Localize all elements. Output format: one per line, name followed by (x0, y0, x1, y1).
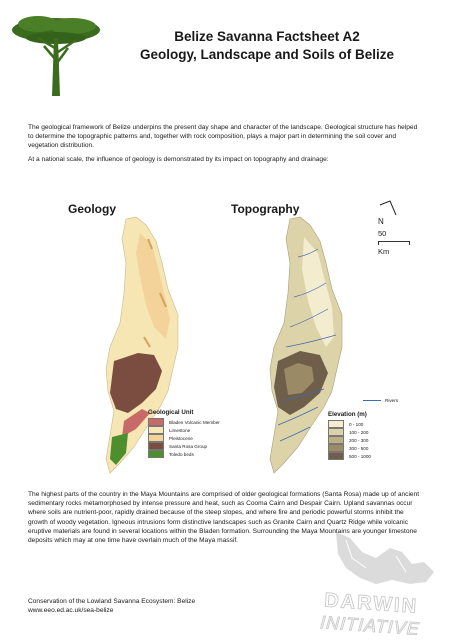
legend-swatch (328, 436, 344, 444)
body-paragraph: The highest parts of the country in the Maya Mountains are comprised of older geological formations (Santa Rosa) made up of ancient sedimentary rocks metamorphosed by intense pressure and heat, such as Cooma Cairn and Despair Cairn. Upland savannas occur where soils are nutrient-poor, rapidly drained because of the steep slopes, and where fire and periodic powerful storms inhibit the growth of woody vegetation. Igneous intrusions form distinctive landscapes such as Granite Cairn and Quartz Ridge while volcanic eruptive materials are found in several locations within the Bladen formation. Surrounding the Maya Mountains are younger limestone deposits which may at one time have overlain much of the Maya massif. (28, 491, 420, 545)
legend-item (328, 428, 371, 436)
legend-label: Bladen Volcanic Member (169, 419, 220, 425)
legend-item (328, 452, 371, 460)
initiative-text: INITIATIVE (319, 612, 421, 640)
legend-item (148, 450, 220, 458)
geology-map-label: Geology (68, 202, 117, 216)
legend-label: 500 - 1000 (349, 453, 371, 459)
legend-swatch (148, 426, 164, 434)
elevation-legend (328, 411, 371, 460)
topography-map-label: Topography (231, 202, 300, 216)
legend-label: 100 - 200 (349, 429, 369, 435)
geology-legend-title: Geological Unit (148, 409, 194, 416)
legend-label: Pleistocene (169, 435, 193, 441)
scale-unit: Km (378, 247, 390, 256)
geology-legend (148, 409, 220, 458)
legend-item (328, 436, 371, 444)
legend-item (328, 444, 371, 452)
rivers-legend-label: Rivers (385, 398, 399, 403)
page-subtitle: Geology, Landscape and Soils of Belize (139, 47, 395, 62)
legend-item (148, 442, 220, 450)
footer-project-name: Conservation of the Lowland Savanna Ecosystem: Belize (28, 598, 196, 605)
savanna-tree-logo (8, 8, 104, 100)
legend-label: Santa Rosa Group (169, 443, 208, 449)
intro-paragraph-2: At a national scale, the influence of geology is demonstrated by its impact on topography and drainage: (28, 156, 329, 163)
legend-item (148, 434, 220, 442)
rivers-legend (363, 398, 398, 403)
legend-label: 300 - 500 (349, 445, 369, 451)
elevation-legend-title: Elevation (m) (328, 411, 367, 418)
legend-item (148, 418, 220, 426)
north-label: N (378, 217, 384, 226)
legend-item (328, 420, 371, 428)
legend-swatch (148, 442, 164, 450)
title-block (96, 28, 438, 64)
darwin-text: DARWIN (323, 589, 419, 618)
legend-item (148, 426, 220, 434)
intro-paragraph-1: The geological framework of Belize underpins the present day shape and character of the landscape. Geological structure has helped to determine the topographic patterns and, together with rock composition, plays a major part in determining the soil cover and vegetation distribution. (28, 124, 418, 150)
map-figure (28, 197, 428, 482)
legend-swatch (328, 444, 344, 452)
legend-label: 200 - 300 (349, 437, 369, 443)
legend-swatch (328, 428, 344, 436)
page-title: Belize Savanna Factsheet A2 (174, 29, 360, 44)
legend-label: Toledo beds (169, 451, 194, 457)
footer-url-link[interactable]: www.eeo.ed.ac.uk/sea-belize (28, 607, 114, 614)
darwin-initiative-logo (306, 528, 452, 640)
scale-value: 50 (378, 229, 387, 238)
legend-swatch (328, 452, 344, 460)
scale-bar (378, 241, 410, 245)
rivers-legend-line (363, 400, 381, 401)
legend-swatch (148, 418, 164, 426)
legend-swatch (328, 420, 344, 428)
legend-swatch (148, 450, 164, 458)
legend-label: 0 - 100 (349, 421, 364, 427)
legend-swatch (148, 434, 164, 442)
footer (28, 597, 195, 615)
legend-label: Limestone (169, 427, 191, 433)
